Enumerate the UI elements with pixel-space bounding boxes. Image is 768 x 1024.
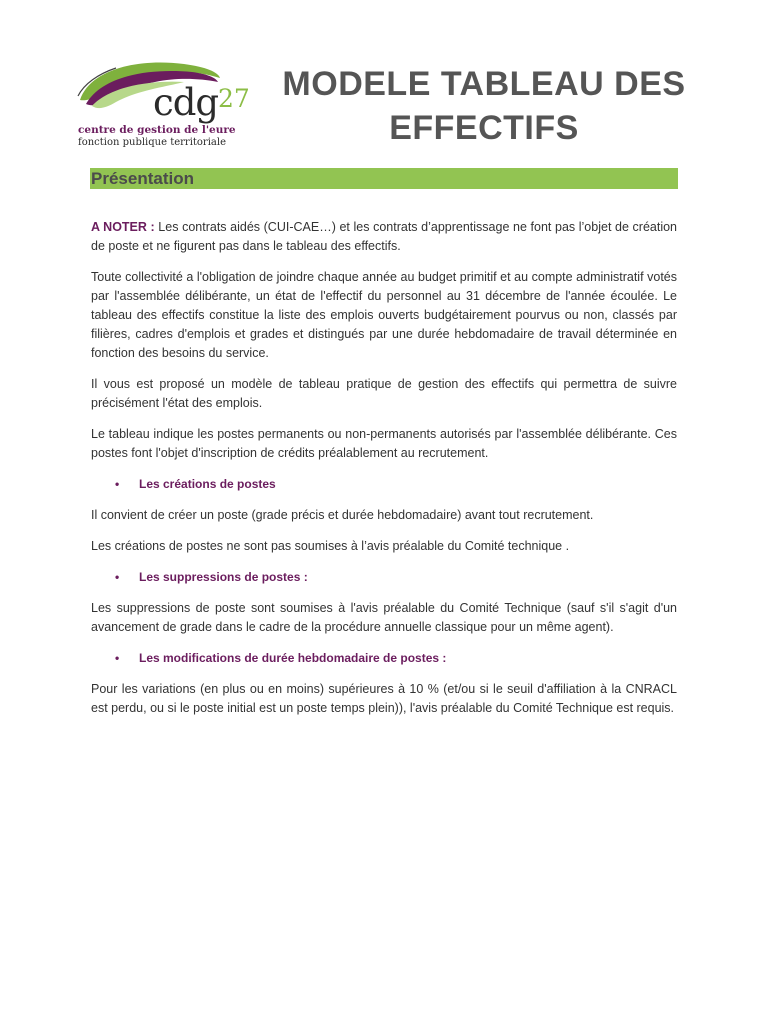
paragraph-tableau: Le tableau indique les postes permanents ou non-permanents autorisés par l'assemblée délibérante. Ces postes font l'objet d'inscription de crédits préalablement au recrutement. (91, 427, 677, 460)
bullet-creations-heading: Les créations de postes (139, 477, 276, 491)
creations-text-1: Il convient de créer un poste (grade précis et durée hebdomadaire) avant tout recrutement. (91, 508, 594, 522)
document-body (91, 218, 677, 730)
paragraph-proposal: Il vous est proposé un modèle de tableau pratique de gestion des effectifs qui permettra de suivre précisément l'état des emplois. (91, 377, 677, 410)
page-title: MODELE TABLEAU DES EFFECTIFS (282, 65, 686, 147)
paragraph-obligation: Toute collectivité a l'obligation de joindre chaque année au budget primitif et au compte administratif votés par l'assemblée délibérante, un état de l'effectif du personnel au 31 décembre de l'année écoulée. Le tableau des effectifs constitue la liste des emplois ouverts budgétairement pourvus ou non, classés par filières, cadres d'emplois et grades et distingués par une durée hebdomadaire de travail déterminée en fonction des besoins du service. (91, 270, 677, 360)
note-paragraph (91, 218, 677, 256)
section-header-bar (90, 168, 678, 189)
note-label: A NOTER : (91, 220, 155, 234)
bullet-suppressions (91, 568, 677, 587)
bullet-icon: • (115, 477, 120, 491)
logo-number: 27 (218, 84, 250, 113)
bullet-suppressions-heading: Les suppressions de postes : (139, 570, 308, 584)
bullet-creations (91, 475, 677, 494)
bullet-modifications-heading: Les modifications de durée hebdomadaire de postes : (139, 651, 447, 665)
logo-tagline-2: fonction publique territoriale (78, 137, 226, 148)
logo-tagline-1: centre de gestion de l'eure (78, 124, 236, 136)
bullet-modifications (91, 649, 677, 668)
suppressions-text: Les suppressions de poste sont soumises à l'avis préalable du Comité Technique (sauf s'il s'agit d'un avancement de grade dans le cadre de la procédure annuelle classique pour un même agent). (91, 601, 677, 634)
logo-cdg-text: cdg (153, 81, 219, 124)
bullet-icon: • (115, 570, 120, 584)
note-text: Les contrats aidés (CUI-CAE…) et les contrats d’apprentissage ne font pas l’objet de création de poste et ne figurent pas dans le tableau des effectifs. (91, 220, 678, 253)
bullet-icon: • (115, 651, 120, 665)
modifications-text: Pour les variations (en plus ou en moins) supérieures à 10 % (et/ou si le seuil d'affiliation à la CNRACL est perdu, ou si le poste initial est un poste temps plein)), l'avis préalable du Comité Technique est requis. (91, 682, 677, 715)
cdg27-logo (76, 56, 258, 152)
creations-text-2: Les créations de postes ne sont pas soumises à l’avis préalable du Comité technique . (91, 539, 570, 553)
section-title: Présentation (91, 169, 194, 188)
